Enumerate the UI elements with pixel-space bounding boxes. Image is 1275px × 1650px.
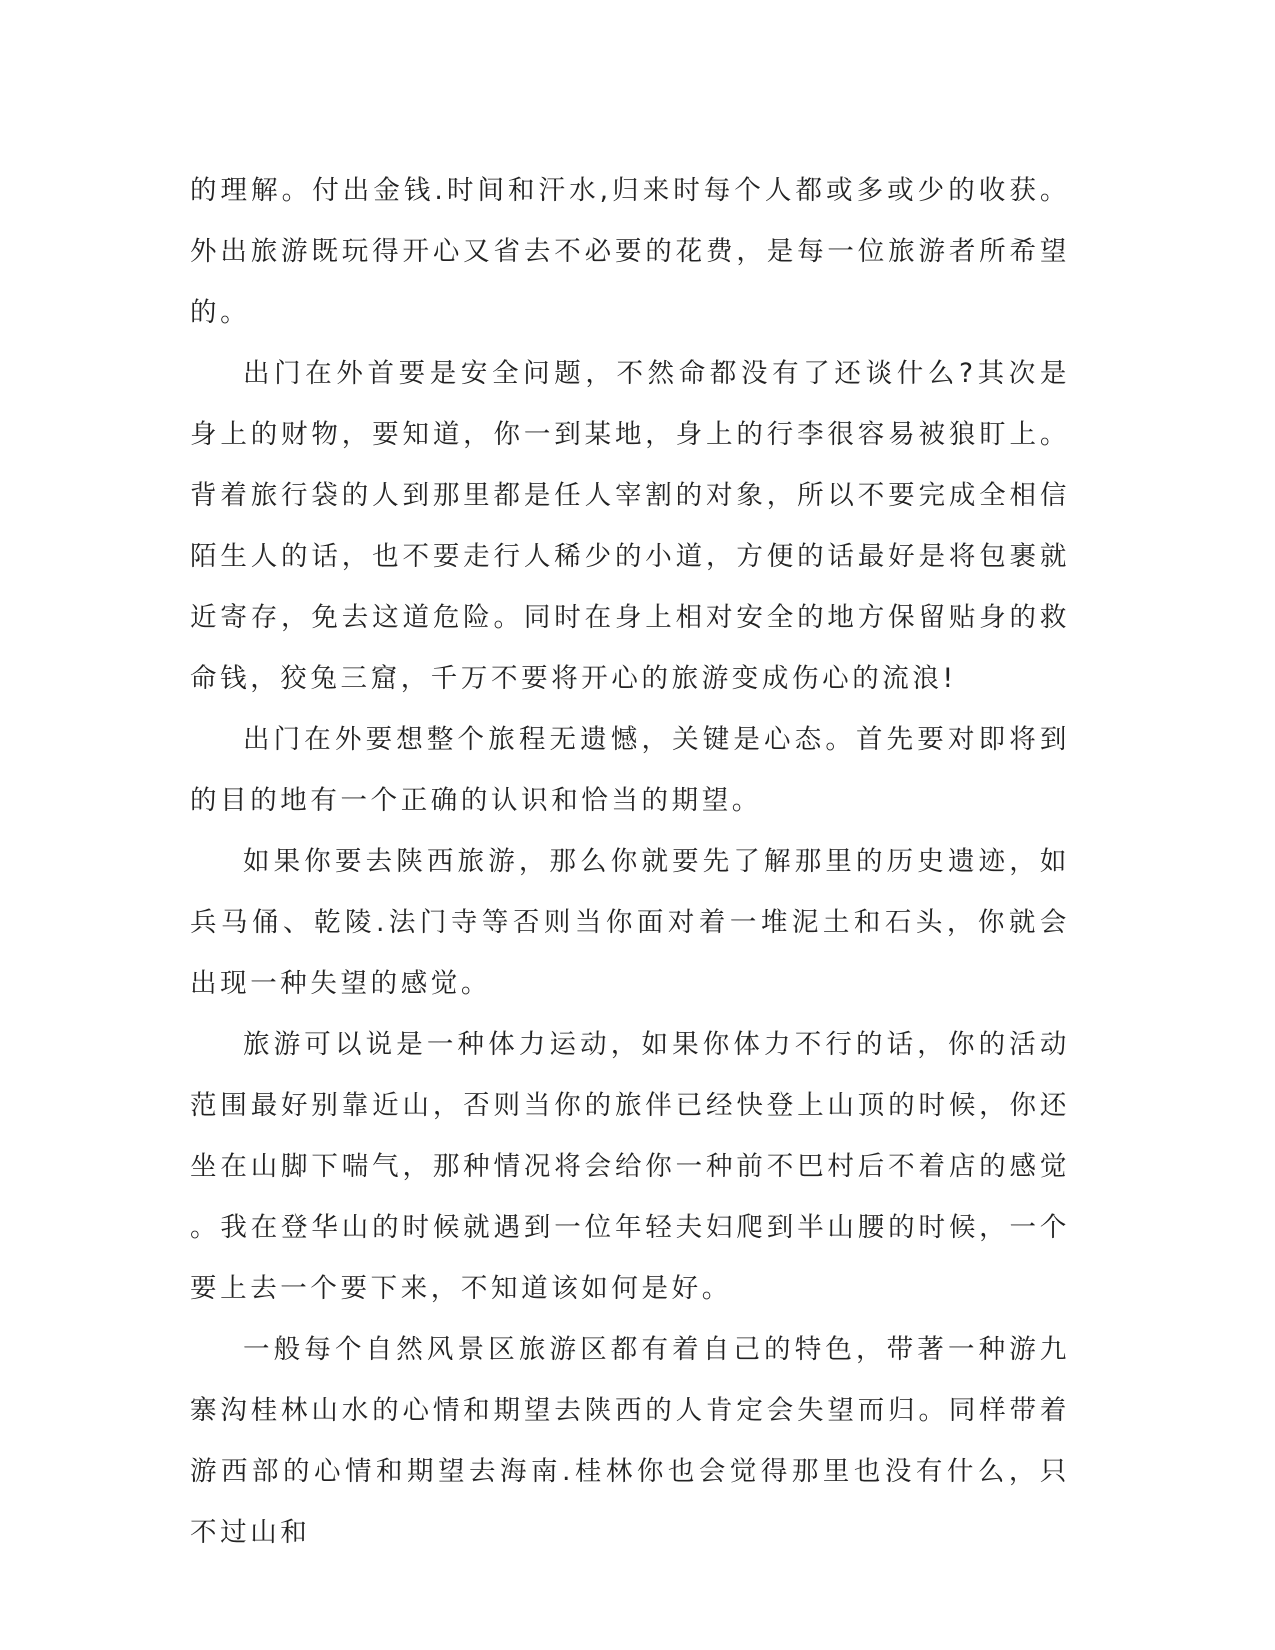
paragraph-4: 如果你要去陕西旅游，那么你就要先了解那里的历史遗迹，如兵马俑、乾陵.法门寺等否则当你面对着一堆泥土和石头，你就会出现一种失望的感觉。 <box>190 846 1070 999</box>
paragraph-1: 的理解。付出金钱.时间和汗水,归来时每个人都或多或少的收获。外出旅游既玩得开心又省去不必要的花费，是每一位旅游者所希望的。 <box>190 175 1070 328</box>
paragraph-6: 一般每个自然风景区旅游区都有着自己的特色，带著一种游九寨沟桂林山水的心情和期望去陕西的人肯定会失望而归。同样带着游西部的心情和期望去海南.桂林你也会觉得那里也没有什么，只不过山和 <box>190 1334 1070 1548</box>
document-body <box>190 160 1070 1563</box>
paragraph-3: 出门在外要想整个旅程无遗憾，关键是心态。首先要对即将到的目的地有一个正确的认识和恰当的期望。 <box>190 724 1070 816</box>
paragraph-5: 旅游可以说是一种体力运动，如果你体力不行的话，你的活动范围最好别靠近山，否则当你的旅伴已经快登上山顶的时候，你还坐在山脚下喘气，那种情况将会给你一种前不巴村后不着店的感觉。我在登华山的时候就遇到一位年轻夫妇爬到半山腰的时候，一个要上去一个要下来，不知道该如何是好。 <box>190 1029 1070 1304</box>
paragraph-2: 出门在外首要是安全问题，不然命都没有了还谈什么?其次是身上的财物，要知道，你一到某地，身上的行李很容易被狼盯上。背着旅行袋的人到那里都是任人宰割的对象，所以不要完成全相信陌生人的话，也不要走行人稀少的小道，方便的话最好是将包裹就近寄存，免去这道危险。同时在身上相对安全的地方保留贴身的救命钱，狡兔三窟，千万不要将开心的旅游变成伤心的流浪! <box>190 358 1070 694</box>
